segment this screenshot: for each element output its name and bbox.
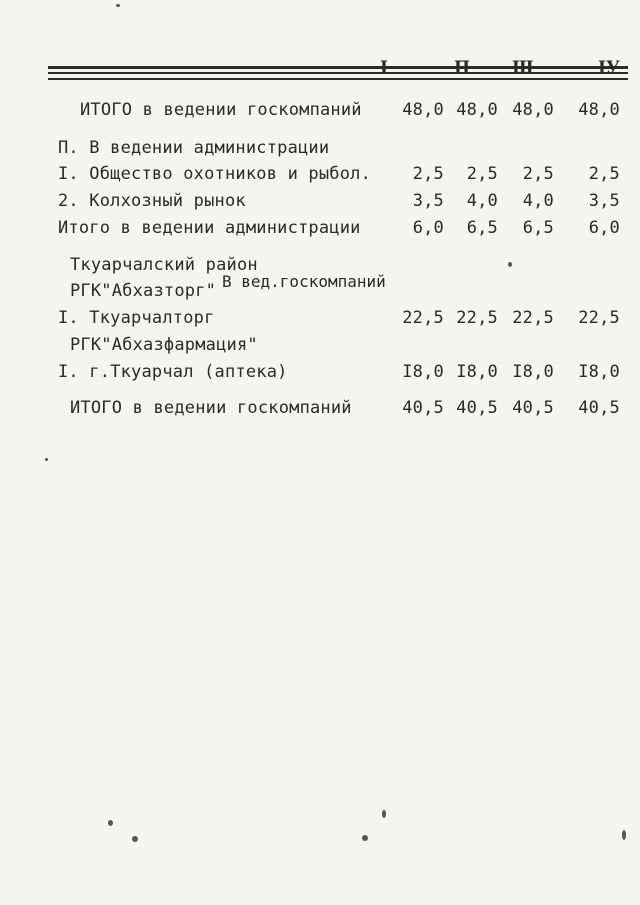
row-value: 6,5 (522, 218, 554, 238)
column-header-2: П (454, 58, 471, 78)
row-value: 48,0 (578, 100, 620, 120)
section-heading (0, 138, 640, 162)
row-value: 6,0 (588, 218, 620, 238)
row-value: 22,5 (578, 308, 620, 328)
row-label: РГК"Абхазторг" (70, 281, 217, 301)
row-value: 2,5 (466, 164, 498, 184)
row-label: ИТОГО в ведении госкомпаний (80, 100, 362, 120)
section-heading (0, 335, 640, 359)
superscript-note: В вед.госкомпаний (222, 272, 386, 291)
row-value: 40,5 (512, 398, 554, 418)
row-value: 22,5 (402, 308, 444, 328)
row-value: 4,0 (466, 191, 498, 211)
row-value: 40,5 (456, 398, 498, 418)
row-label: П. В ведении администрации (58, 138, 330, 158)
row-value: 6,5 (466, 218, 498, 238)
row-value: 6,0 (412, 218, 444, 238)
row-label: I. Ткуарчалторг (58, 308, 215, 328)
row-value: 3,5 (412, 191, 444, 211)
row-value: 4,0 (522, 191, 554, 211)
row-label: ИТОГО в ведении госкомпаний (70, 398, 352, 418)
table-row (0, 164, 640, 188)
row-value: 2,5 (412, 164, 444, 184)
row-value: 48,0 (402, 100, 444, 120)
scan-speck (108, 820, 113, 826)
header-rule (48, 66, 628, 69)
table-row (0, 218, 640, 242)
row-value: 3,5 (588, 191, 620, 211)
row-value: 48,0 (456, 100, 498, 120)
row-value: 2,5 (522, 164, 554, 184)
row-label: I. г.Ткуарчал (аптека) (58, 362, 288, 382)
row-value: 40,5 (578, 398, 620, 418)
column-header-1: I (380, 58, 388, 78)
row-value: 22,5 (456, 308, 498, 328)
row-value: I8,0 (578, 362, 620, 382)
table-row (0, 308, 640, 332)
header-rule (48, 78, 628, 80)
row-label: 2. Колхозный рынок (58, 191, 246, 211)
scan-speck (508, 262, 512, 267)
row-value: I8,0 (456, 362, 498, 382)
table-row (0, 191, 640, 215)
scan-speck (622, 830, 626, 840)
row-label: Ткуарчалский район (70, 255, 258, 275)
column-header-4: IУ (598, 58, 620, 78)
row-label: РГК"Абхазфармация" (70, 335, 258, 355)
row-label: I. Общество охотников и рыбол. (58, 164, 372, 184)
row-value: 40,5 (402, 398, 444, 418)
row-value: I8,0 (402, 362, 444, 382)
row-value: 2,5 (588, 164, 620, 184)
row-label: Итого в ведении администрации (58, 218, 361, 238)
scan-speck (45, 458, 48, 461)
row-value: 48,0 (512, 100, 554, 120)
table-row (0, 100, 640, 124)
row-value: 22,5 (512, 308, 554, 328)
column-header-3: Ш (512, 58, 534, 78)
table-row (0, 398, 640, 422)
scan-speck (116, 4, 120, 7)
row-value: I8,0 (512, 362, 554, 382)
header-rule (48, 72, 628, 74)
scan-speck (382, 810, 386, 818)
table-row (0, 362, 640, 386)
scan-speck (362, 835, 368, 841)
scan-speck (132, 836, 138, 842)
